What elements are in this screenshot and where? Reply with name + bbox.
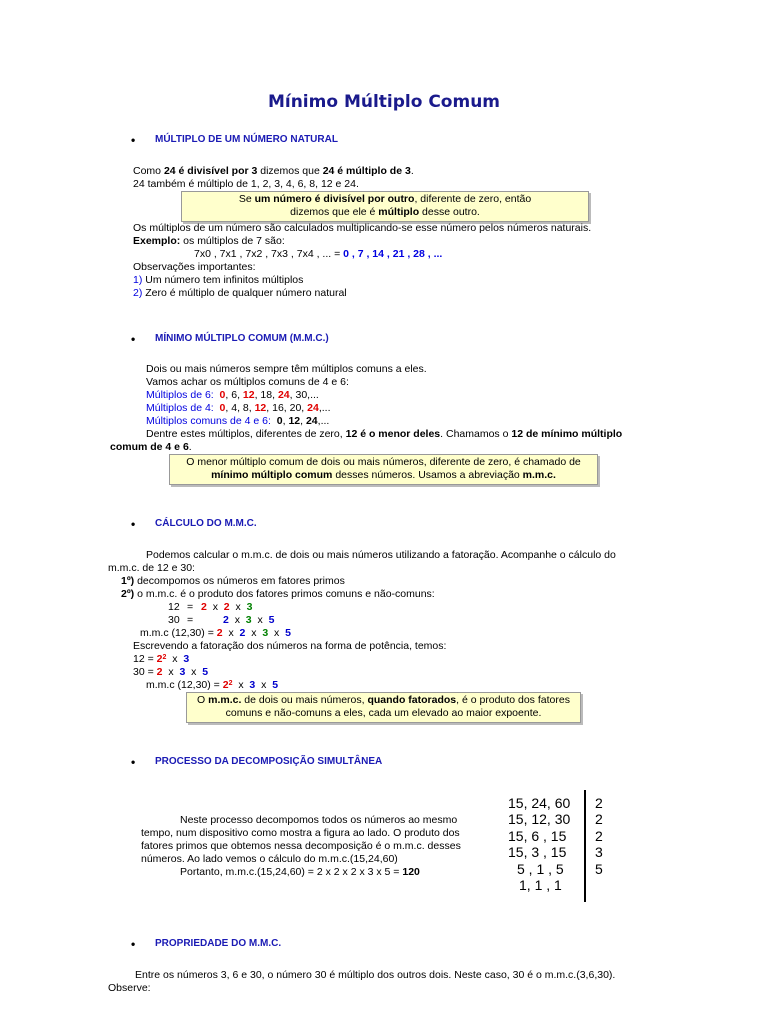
prime-factor: 2 (595, 811, 603, 827)
paragraph: tempo, num dispositivo como mostra a figura ao lado. O produto dos (141, 827, 460, 839)
prime-factor: 2 (595, 795, 603, 811)
paragraph: Neste processo decompomos todos os números ao mesmo (180, 814, 458, 826)
equals: = (187, 601, 194, 613)
power-30: 30 = 2 x 3 x 5 (133, 666, 209, 678)
paragraph: Portanto, m.m.c.(15,24,60) = 2 x 2 x 2 x 3 x 5 = 120 (180, 866, 420, 878)
factor-30: 30 (168, 614, 180, 626)
bullet-icon: • (131, 937, 136, 951)
prime-factor: 5 (595, 861, 603, 877)
common-multiples: Múltiplos comuns de 4 e 6: 0, 12, 24,... (146, 415, 330, 427)
list-item: 1) Um número tem infinitos múltiplos (133, 274, 304, 286)
definition-box: Se um número é divisível por outro, diferente de zero, então dizemos que ele é múltiplo desse outro. (181, 191, 589, 222)
multiples-of-4: Múltiplos de 4: 0, 4, 8, 12, 16, 20, 24,... (146, 402, 331, 414)
paragraph: Vamos achar os múltiplos comuns de 4 e 6: (146, 376, 349, 388)
equals: = (187, 614, 194, 626)
decomposition-row: 15, 3 , 15 (508, 844, 567, 860)
paragraph: Exemplo: os múltiplos de 7 são: (133, 235, 285, 247)
paragraph: Entre os números 3, 6 e 30, o número 30 é múltiplo dos outros dois. Neste caso, 30 é o m.m.c.(3,6,30). (135, 969, 616, 981)
step-2: 2º) o m.m.c. é o produto dos fatores primos comuns e não-comuns: (121, 588, 435, 600)
mmc-result: m.m.c (12,30) = 2 x 2 x 3 x 5 (140, 627, 291, 639)
paragraph: Os múltiplos de um número são calculados multiplicando-se esse número pelos números naturais. (133, 222, 592, 234)
decomposition-row: 1, 1 , 1 (519, 877, 562, 893)
paragraph: Dois ou mais números sempre têm múltiplos comuns a eles. (146, 363, 427, 375)
example-line: 7x0 , 7x1 , 7x2 , 7x3 , 7x4 , ... = 0 , 7 , 14 , 21 , 28 , ... (194, 248, 443, 260)
paragraph: fatores primos que obtemos nessa decomposição é o m.m.c. desses (141, 840, 461, 852)
definition-box: O m.m.c. de dois ou mais números, quando fatorados, é o produto dos fatores comuns e não-comuns a eles, cada um elevado ao maior expoente. (186, 692, 581, 723)
decomposition-row: 15, 24, 60 (508, 795, 571, 811)
paragraph: números. Ao lado vemos o cálculo do m.m.c.(15,24,60) (141, 853, 398, 865)
decomposition-row: 15, 6 , 15 (508, 828, 567, 844)
factor-30-values: 2 x 3 x 5 (223, 614, 275, 626)
prime-factor: 3 (595, 844, 603, 860)
prime-factor: 2 (595, 828, 603, 844)
paragraph: Observe: (108, 982, 151, 994)
decomposition-row: 5 , 1 , 5 (517, 861, 564, 877)
paragraph: m.m.c. de 12 e 30: (108, 562, 195, 574)
power-mmc: m.m.c $(12,30) = 2^2$ x 3 x 5 (146, 679, 279, 691)
factor-12: 12 (168, 601, 180, 613)
bullet-icon: • (131, 133, 136, 147)
paragraph: Observações importantes: (133, 261, 256, 273)
power-12: $12 = 2^2$ x 3 (133, 653, 190, 665)
paragraph: Podemos calcular o m.m.c. de dois ou mais números utilizando a fatoração. Acompanhe o cálculo do (146, 549, 616, 561)
factor-12-values: 2 x 2 x 3 (201, 601, 253, 613)
bullet-icon: • (131, 517, 136, 531)
list-item: 2) Zero é múltiplo de qualquer número natural (133, 287, 347, 299)
page-title: Mínimo Múltiplo Comum (267, 92, 501, 112)
paragraph: comum de 4 e 6. (110, 441, 192, 453)
definition-box: O menor múltiplo comum de dois ou mais números, diferente de zero, é chamado de mínimo múltiplo comum desses números. Usamos a abreviação m.m.c. (169, 454, 598, 485)
paragraph: Como 24 é divisível por 3 dizemos que 24 é múltiplo de 3. (133, 165, 414, 177)
paragraph: 24 também é múltiplo de 1, 2, 3, 4, 6, 8, 12 e 24. (133, 178, 359, 190)
bullet-icon: • (131, 332, 136, 346)
divider-line (584, 790, 586, 902)
bullet-icon: • (131, 755, 136, 769)
paragraph: Escrevendo a fatoração dos números na forma de potência, temos: (133, 640, 447, 652)
multiples-of-6: Múltiplos de 6: 0, 6, 12, 18, 24, 30,... (146, 389, 319, 401)
paragraph: Dentre estes múltiplos, diferentes de zero, 12 é o menor deles. Chamamos o 12 de mínimo múltiplo (146, 428, 623, 440)
decomposition-row: 15, 12, 30 (508, 811, 571, 827)
step-1: 1º) decompomos os números em fatores primos (121, 575, 345, 587)
